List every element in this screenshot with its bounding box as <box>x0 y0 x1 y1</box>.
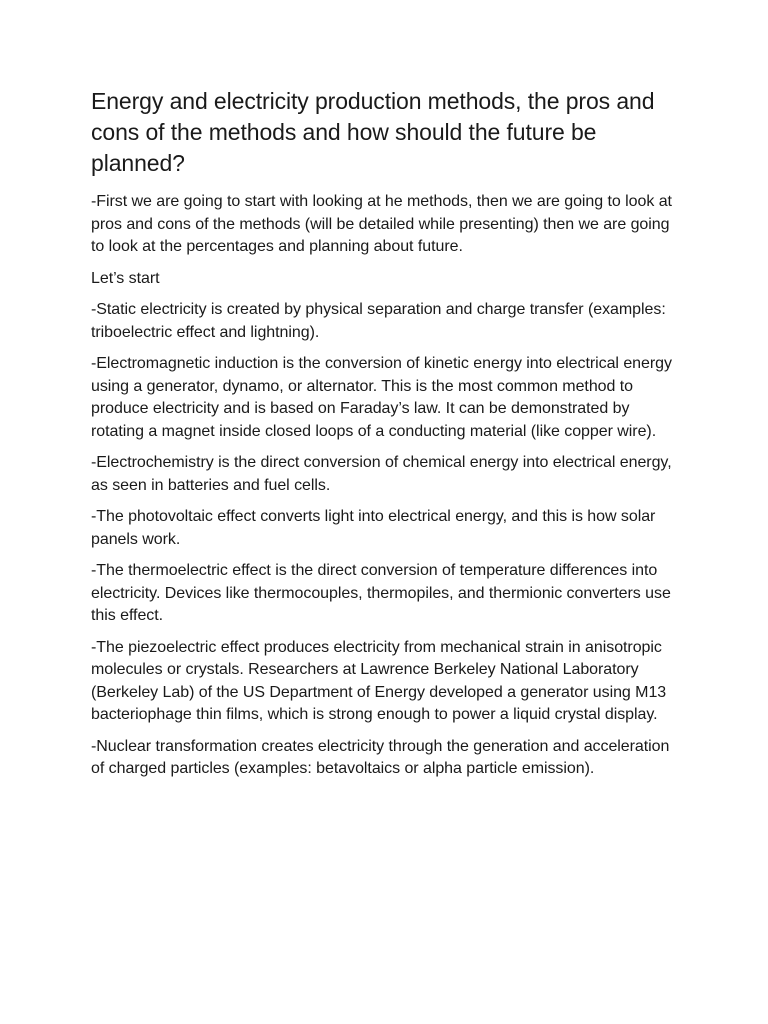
paragraph-electromagnetic-induction: -Electromagnetic induction is the conversion of kinetic energy into electrical energy using a generator, dynamo, or alternator. This is the most common method to produce electricity and is based on Faraday’s law. It can be demonstrated by rotating a magnet inside closed loops of a conducting material (like copper wire). <box>91 355 672 440</box>
paragraph-electrochemistry: -Electrochemistry is the direct conversion of chemical energy into electrical energy, as seen in batteries and fuel cells. <box>91 454 672 494</box>
document-page <box>91 86 683 790</box>
document-title: Energy and electricity production methods, the pros and cons of the methods and how should the future be planned? <box>91 88 655 176</box>
paragraph-lets-start: Let’s start <box>91 269 160 287</box>
paragraph-photovoltaic: -The photovoltaic effect converts light into electrical energy, and this is how solar panels work. <box>91 508 656 548</box>
paragraph-intro: -First we are going to start with looking at he methods, then we are going to look at pros and cons of the methods (will be detailed while presenting) then we are going to look at the percentages and planning about future. <box>91 193 672 255</box>
paragraph-static-electricity: -Static electricity is created by physical separation and charge transfer (examples: triboelectric effect and lightning). <box>91 301 666 341</box>
paragraph-piezoelectric: -The piezoelectric effect produces electricity from mechanical strain in anisotropic molecules or crystals. Researchers at Lawrence Berkeley National Laboratory (Berkeley Lab) of the US Department of Energy developed a generator using M13 bacteriophage thin films, which is strong enough to power a liquid crystal display. <box>91 638 667 723</box>
paragraph-thermoelectric: -The thermoelectric effect is the direct conversion of temperature differences into electricity. Devices like thermocouples, thermopiles, and thermionic converters use this effect. <box>91 562 671 624</box>
paragraph-nuclear-transformation: -Nuclear transformation creates electricity through the generation and acceleration of charged particles (examples: betavoltaics or alpha particle emission). <box>91 737 670 777</box>
